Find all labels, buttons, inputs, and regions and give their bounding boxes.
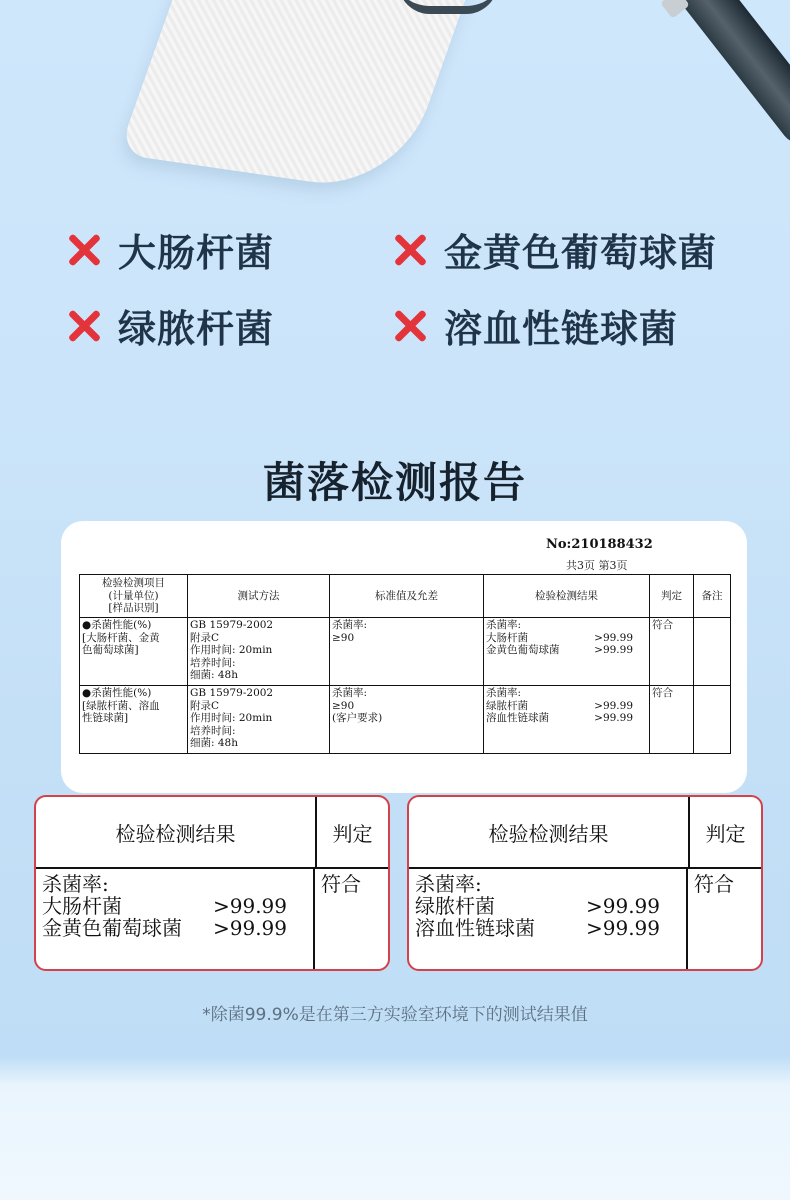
zoom-callout-2 <box>407 795 763 971</box>
report-page-indicator: 共3页 第3页 <box>566 559 628 572</box>
bacteria-label: 溶血性链球菌 <box>444 307 679 351</box>
zoom-result-body: 杀菌率: 绿脓杆菌 >99.99 溶血性链球菌 >99.99 <box>409 869 688 969</box>
header-result: 检验检测结果 <box>484 575 650 618</box>
item-cell: ●杀菌性能(%) [大肠杆菌、金黄 色葡萄球菌] <box>80 618 188 686</box>
result-line: 金黄色葡萄球菌 >99.99 <box>486 644 633 656</box>
bacteria-label: 金黄色葡萄球菌 <box>444 231 718 275</box>
standard-cell: 杀菌率: ≥90 (客户要求) <box>330 686 484 754</box>
header-item: 检验检测项目 (计量单位) [样品识别] <box>80 575 188 618</box>
result-cell: 杀菌率: 绿脓杆菌 >99.99 溶血性链球菌 >99.99 <box>484 686 650 754</box>
verdict-cell: 符合 <box>650 686 694 754</box>
footnote: *除菌99.9%是在第三方实验室环境下的测试结果值 <box>202 1005 588 1025</box>
zoom-callout-1 <box>34 795 390 971</box>
remark-cell <box>694 686 731 754</box>
bacteria-item-1 <box>66 222 274 277</box>
zoom-verdict-value: 符合 <box>321 872 361 896</box>
x-mark-icon <box>392 308 428 344</box>
section-title: 菌落检测报告 <box>262 458 527 507</box>
x-mark-icon <box>66 232 102 268</box>
method-cell: GB 15979-2002 附录C 作用时间: 20min 培养时间: 细菌: 48h <box>188 618 330 686</box>
header-standard: 标准值及允差 <box>330 575 484 618</box>
bacteria-item-2 <box>392 222 717 277</box>
zoom-verdict-header: 判定 <box>690 797 761 869</box>
zoom-result-line: 大肠杆菌 >99.99 <box>42 894 287 918</box>
report-table <box>79 574 731 754</box>
header-remark: 备注 <box>694 575 731 618</box>
remark-cell <box>694 618 731 686</box>
method-cell: GB 15979-2002 附录C 作用时间: 20min 培养时间: 细菌: 48h <box>188 686 330 754</box>
header-method: 测试方法 <box>188 575 330 618</box>
bacteria-label: 绿脓杆菌 <box>118 307 275 351</box>
zoom-verdict-header: 判定 <box>317 797 388 869</box>
result-line: 绿脓杆菌 >99.99 <box>486 699 633 712</box>
bacteria-item-4 <box>392 298 678 353</box>
zoom-verdict-value: 符合 <box>694 872 734 896</box>
standard-cell: 杀菌率: ≥90 <box>330 618 484 686</box>
bacteria-label: 大肠杆菌 <box>118 231 275 275</box>
verdict-cell: 符合 <box>650 618 694 686</box>
table-row <box>80 686 731 754</box>
result-line: 大肠杆菌 >99.99 <box>486 631 633 644</box>
table-header-row <box>80 575 731 618</box>
report-number: No:210188432 <box>546 537 653 552</box>
zoom-result-line: 金黄色葡萄球菌 >99.99 <box>42 916 287 940</box>
zoom-result-header: 检验检测结果 <box>409 797 690 869</box>
x-mark-icon <box>392 232 428 268</box>
magnifier-handle <box>655 0 790 151</box>
zoom-result-header: 检验检测结果 <box>36 797 317 869</box>
result-line: 溶血性链球菌 >99.99 <box>486 712 633 724</box>
zoom-result-body: 杀菌率: 大肠杆菌 >99.99 金黄色葡萄球菌 >99.99 <box>36 869 315 969</box>
x-mark-icon <box>66 308 102 344</box>
zoom-result-line: 溶血性链球菌 >99.99 <box>415 916 660 940</box>
table-row <box>80 618 731 686</box>
item-cell: ●杀菌性能(%) [绿脓杆菌、溶血 性链球菌] <box>80 686 188 754</box>
result-cell: 杀菌率: 大肠杆菌 >99.99 金黄色葡萄球菌 >99.99 <box>484 618 650 686</box>
cloth-image <box>118 0 472 194</box>
header-verdict: 判定 <box>650 575 694 618</box>
zoom-result-line: 绿脓杆菌 >99.99 <box>415 894 660 918</box>
report-card <box>61 521 747 793</box>
bacteria-item-3 <box>66 298 274 353</box>
